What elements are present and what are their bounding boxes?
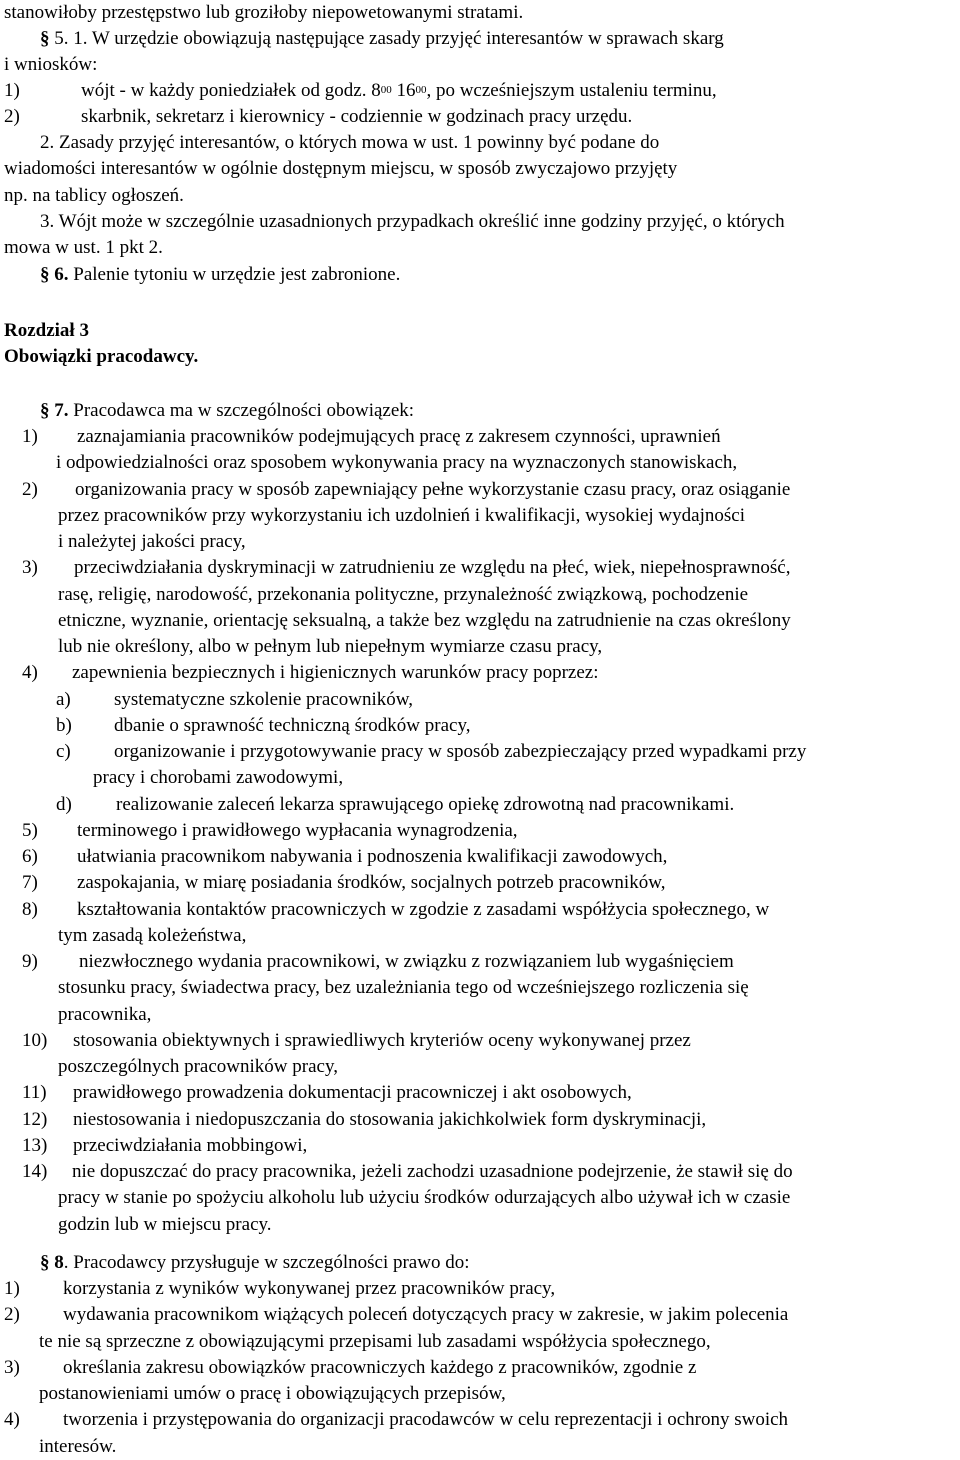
list-item-text: zaspokajania, w miarę posiadania środków, socjalnych potrzeb pracowników,	[77, 872, 666, 894]
intro-text: stanowiłoby przestępstwo lub groziłoby niepowetowanymi stratami.	[4, 2, 524, 23]
chapter-title	[4, 318, 89, 344]
list-item-number: b)	[56, 714, 72, 736]
section-sign: §	[40, 264, 50, 285]
list-item-text: dbanie o sprawność techniczną środków pracy,	[114, 714, 471, 736]
section-5-text: 5. 1. W urzędzie obowiązują następujące zasady przyjęć interesantów w sprawach skarg	[54, 28, 724, 49]
list-item-number: 3)	[22, 557, 38, 579]
list-item-text: organizowanie i przygotowywanie pracy w sposób zabezpieczający przed wypadkami przy	[114, 741, 807, 762]
list-item-number: 1)	[4, 1278, 20, 1299]
section-5-item-1-text	[81, 78, 717, 104]
list-item-text: niezwłocznego wydania pracownikowi, w związku z rozwiązaniem lub wygaśnięciem	[79, 951, 734, 972]
list-item-number: 5)	[22, 819, 38, 841]
list-item-number: 4)	[22, 662, 38, 684]
section-5-para-3	[40, 209, 785, 235]
list-item-text: interesów.	[39, 1435, 117, 1457]
item-number: 1)	[4, 80, 20, 101]
item-text: wójt - w każdy poniedziałek od godz. 8	[81, 80, 381, 101]
section-5-para-2	[40, 130, 659, 156]
list-item-number: 10)	[22, 1029, 48, 1051]
section-5-item-2	[4, 104, 20, 130]
list-item-number: 3)	[4, 1356, 20, 1378]
list-item-number: 7)	[22, 872, 38, 894]
list-item-text: rasę, religię, narodowość, przekonania polityczne, przynależność związkową, pochodzenie	[58, 583, 749, 605]
list-item-text: przeciwdziałania dyskryminacji w zatrudnieniu ze względu na płeć, wiek, niepełnosprawność,	[74, 557, 791, 579]
list-item-text: tworzenia i przystępowania do organizacji pracodawców w celu reprezentacji i ochrony swoich	[63, 1409, 789, 1431]
section-5-para-2-cont	[4, 183, 184, 209]
list-item-text: pracy i chorobami zawodowymi,	[93, 767, 344, 789]
list-item-number: d)	[56, 793, 72, 815]
chapter-subtitle-text: Obowiązki pracodawcy.	[4, 346, 199, 367]
list-item-text: organizowania pracy w sposób zapewniający pełne wykorzystanie czasu pracy, oraz osiąganie	[75, 478, 791, 500]
list-item-text: i odpowiedzialności oraz sposobem wykonywania pracy na wyznaczonych stanowiskach,	[56, 452, 738, 474]
list-item-text: określania zakresu obowiązków pracowniczych każdego z pracowników, zgodnie z	[63, 1356, 697, 1378]
list-item-text: terminowego i prawidłowego wypłacania wynagrodzenia,	[77, 819, 518, 841]
list-item-text: wydawania pracownikom wiążących poleceń dotyczących pracy w zakresie, w jakim polecenia	[63, 1304, 789, 1326]
list-item-text: nie dopuszczać do pracy pracownika, jeżeli zachodzi uzasadnione podejrzenie, że stawił się do	[72, 1161, 793, 1182]
list-item-text: prawidłowego prowadzenia dokumentacji pracowniczej i akt osobowych,	[73, 1082, 632, 1104]
list-item-number: 6)	[22, 846, 38, 867]
superscript: 00	[380, 84, 392, 96]
list-item-number: 13)	[22, 1134, 48, 1156]
list-item-text: stosunku pracy, świadectwa pracy, bez uzależniania tego od wcześniejszego rozliczenia się	[58, 977, 749, 999]
section-number: 6.	[54, 264, 69, 285]
section-5-heading-cont	[4, 52, 97, 78]
list-item-text: i należytej jakości pracy,	[58, 531, 246, 552]
section-5-item-1	[4, 78, 20, 104]
section-number: 8	[54, 1252, 64, 1273]
section-6-text: Palenie tytoniu w urzędzie jest zabronione.	[68, 264, 401, 285]
list-item-number: 12)	[22, 1108, 48, 1130]
item-text: , po wcześniejszym ustaleniu terminu,	[426, 80, 717, 101]
list-item-number: c)	[56, 741, 71, 762]
section-7-heading	[40, 398, 414, 424]
item-text: 16	[391, 80, 416, 101]
list-item-number: 4)	[4, 1409, 20, 1431]
list-item-text: realizowanie zaleceń lekarza sprawującego opiekę zdrowotną nad pracownikami.	[116, 793, 735, 815]
paragraph-text: mowa w ust. 1 pkt 2.	[4, 237, 163, 258]
list-item-text: postanowieniami umów o pracę i obowiązujących przepisów,	[39, 1383, 506, 1404]
list-item-text: zaznajamiania pracowników podejmujących pracę z zakresem czynności, uprawnień	[77, 426, 721, 447]
section-number: 7.	[54, 400, 69, 421]
list-item-text: przez pracowników przy wykorzystaniu ich uzdolnień i kwalifikacji, wysokiej wydajności	[58, 504, 745, 526]
list-item-text: systematyczne szkolenie pracowników,	[114, 688, 413, 710]
list-item-text: godzin lub w miejscu pracy.	[58, 1213, 272, 1235]
section-5-para-3-cont	[4, 235, 163, 261]
list-item-text: te nie są sprzeczne z obowiązującymi przepisami lub zasadami współżycia społecznego,	[39, 1330, 711, 1352]
paragraph-text: 2. Zasady przyjęć interesantów, o których mowa w ust. 1 powinny być podane do	[40, 132, 660, 153]
list-item-number: 8)	[22, 898, 38, 920]
list-item-number: a)	[56, 688, 71, 710]
section-8-heading	[40, 1250, 470, 1276]
section-5-text-cont: i wniosków:	[4, 54, 98, 75]
list-item-text: przeciwdziałania mobbingowi,	[73, 1134, 308, 1156]
paragraph-text: np. na tablicy ogłoszeń.	[4, 185, 184, 206]
list-item-text: kształtowania kontaktów pracowniczych w zgodzie z zasadami współżycia społecznego, w	[77, 898, 770, 920]
section-sign: §	[40, 1252, 50, 1273]
list-item-text: tym zasadą koleżeństwa,	[58, 924, 247, 946]
item-number: 2)	[4, 106, 20, 127]
list-item-text: stosowania obiektywnych i sprawiedliwych kryteriów oceny wykonywanej przez	[73, 1029, 691, 1051]
list-item-text: niestosowania i niedopuszczania do stosowania jakichkolwiek form dyskryminacji,	[73, 1108, 707, 1130]
list-item-text: pracownika,	[58, 1003, 152, 1025]
paragraph-text: wiadomości interesantów w ogólnie dostępnym miejscu, w sposób zwyczajowo przyjęty	[4, 158, 678, 179]
list-item-text: ułatwiania pracownikom nabywania i podnoszenia kwalifikacji zawodowych,	[77, 846, 668, 867]
list-item-text: korzystania z wyników wykonywanej przez pracowników pracy,	[63, 1278, 556, 1299]
section-5-heading	[40, 26, 724, 52]
item-text: skarbnik, sekretarz i kierownicy - codziennie w godzinach pracy urzędu.	[81, 106, 633, 127]
list-item-text: lub nie określony, albo w pełnym lub niepełnym wymiarze czasu pracy,	[58, 636, 603, 657]
list-item-text: etniczne, wyznanie, orientację seksualną, a także bez względu na zatrudnienie na czas określony	[58, 609, 791, 631]
list-item-number: 14)	[22, 1161, 48, 1182]
section-6	[40, 262, 400, 288]
list-item-text: poszczególnych pracowników pracy,	[58, 1056, 338, 1077]
list-item-number: 11)	[22, 1082, 47, 1104]
chapter-title-text: Rozdział 3	[4, 320, 89, 341]
section-sign: §	[40, 400, 50, 421]
list-item-text: pracy w stanie po spożyciu alkoholu lub użyciu środków odurzających albo używał ich w czasie	[58, 1187, 791, 1209]
list-item-number: 2)	[22, 478, 38, 500]
list-item-number: 9)	[22, 951, 38, 972]
chapter-subtitle	[4, 344, 198, 370]
list-item-number: 2)	[4, 1304, 20, 1326]
section-5-item-2-text	[81, 104, 632, 130]
paragraph-text: 3. Wójt może w szczególnie uzasadnionych przypadkach określić inne godziny przyjęć, o których	[40, 211, 785, 232]
superscript: 00	[415, 84, 427, 96]
section-5-para-2-cont	[4, 156, 677, 182]
section-7-text: Pracodawca ma w szczególności obowiązek:	[68, 400, 415, 421]
section-8-text: . Pracodawcy przysługuje w szczególności prawo do:	[63, 1252, 470, 1273]
section-sign: §	[40, 28, 50, 49]
list-item-text: zapewnienia bezpiecznych i higienicznych warunków pracy poprzez:	[72, 662, 599, 684]
intro-line	[4, 0, 523, 26]
list-item-number: 1)	[22, 426, 38, 447]
